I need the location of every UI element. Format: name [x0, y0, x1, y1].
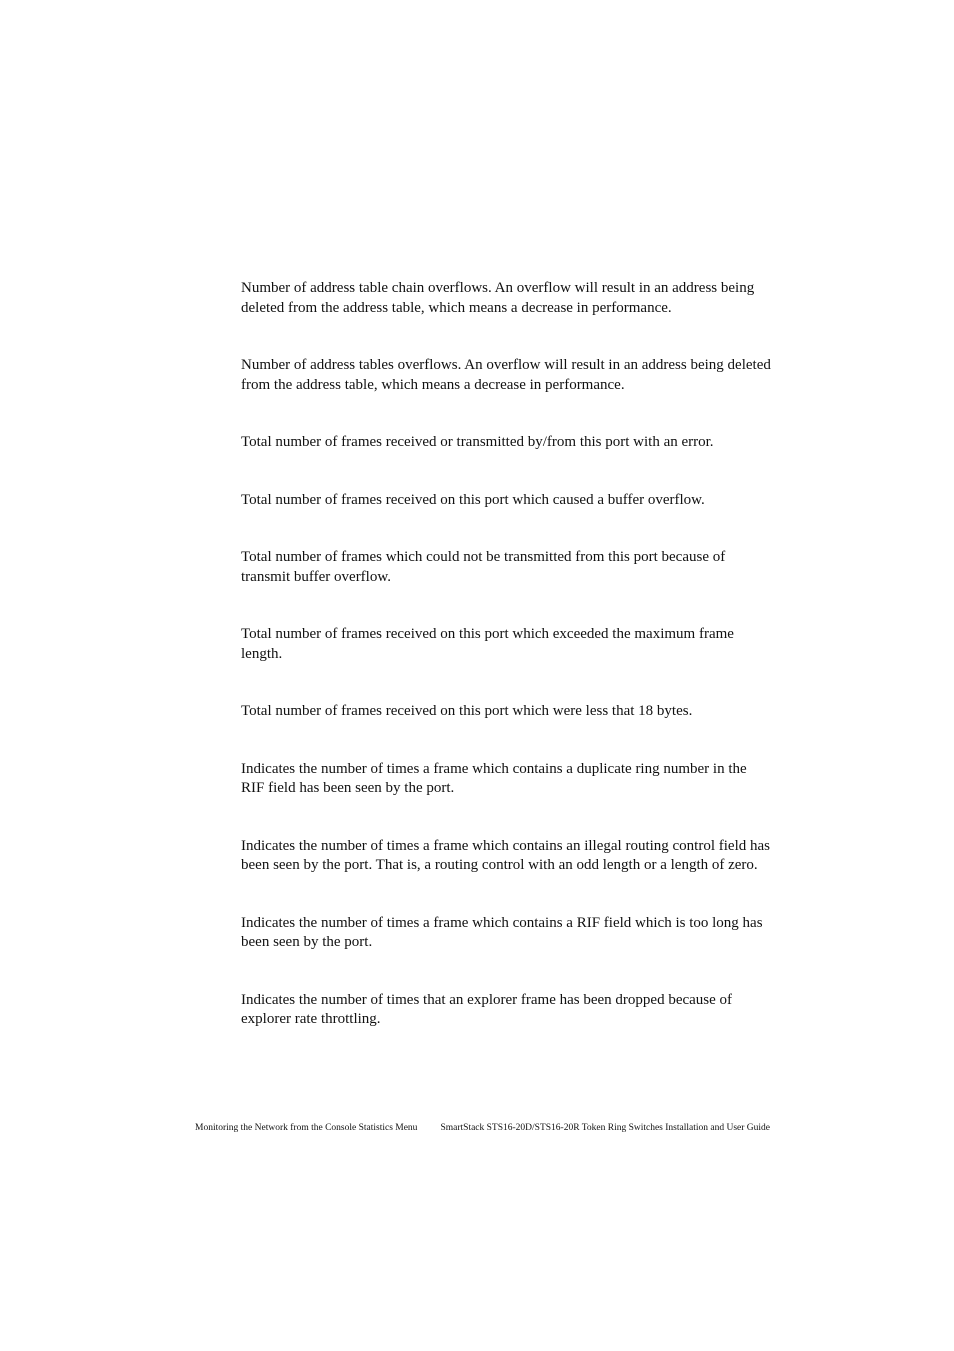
definition-frames-too-short: Total number of frames received on this port which were less that 18 bytes.	[241, 703, 693, 719]
definition-transmit-buffer-overflow: Total number of frames which could not be transmitted from this port because of transmit buffer overflow.	[241, 549, 726, 585]
definition-rif-too-long: Indicates the number of times a frame which contains a RIF field which is too long has been seen by the port.	[241, 914, 763, 950]
definition-address-table-chain-overflows: Number of address table chain overflows. An overflow will result in an address being deleted from the address table, which means a decrease in performance.	[241, 280, 755, 316]
definition-receive-buffer-overflow: Total number of frames received on this port which caused a buffer overflow.	[241, 491, 705, 508]
footer-guide-title: SmartStack STS16-20D/STS16-20R Token Ring Switches Installation and User Guide	[440, 1123, 770, 1133]
definition-frames-too-long: Total number of frames received on this port which exceeded the maximum frame length.	[241, 626, 734, 662]
definition-explorer-frames-dropped: Indicates the number of times that an explorer frame has been dropped because of explorer rate throttling.	[241, 991, 733, 1027]
footer-section-title: Monitoring the Network from the Console Statistics Menu	[195, 1123, 418, 1133]
definition-duplicate-ring-number: Indicates the number of times a frame which contains a duplicate ring number in the RIF field has been seen by the port.	[241, 760, 747, 796]
definition-frame-errors: Total number of frames received or transmitted by/from this port with an error.	[241, 434, 714, 450]
definition-illegal-routing-control: Indicates the number of times a frame which contains an illegal routing control field has been seen by the port. That is, a routing control with an odd length or a length of zero.	[241, 837, 770, 873]
statistics-definition-list	[241, 279, 771, 1068]
definition-address-table-overflows: Number of address tables overflows. An overflow will result in an address being deleted from the address table, which means a decrease in performance.	[241, 357, 771, 393]
